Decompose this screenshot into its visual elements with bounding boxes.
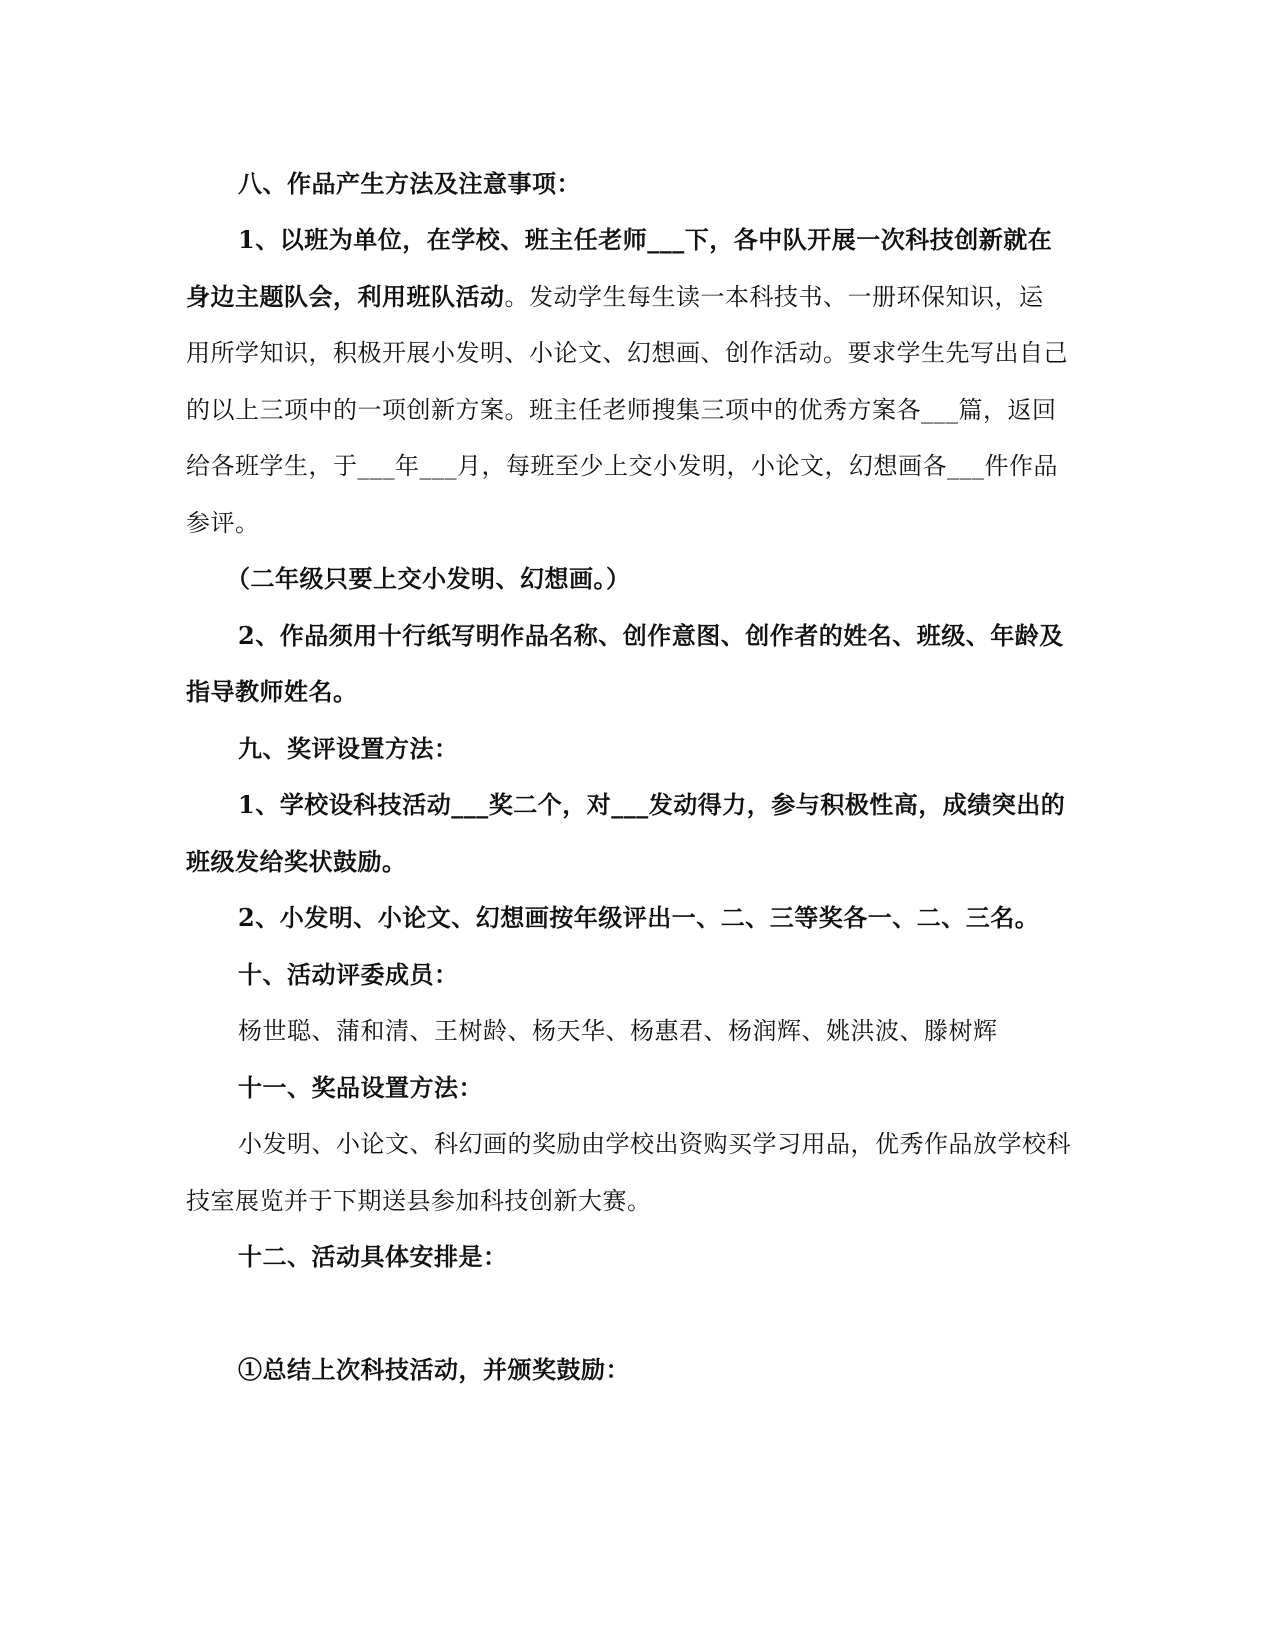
section8-item1-line2-normal: 。发动学生每生读一本科技书、一册环保知识，运 [504,283,1044,311]
section8-item1-line5: 给各班学生，于___年___月，每班至少上交小发明，小论文，幻想画各___件作品 [186,452,1058,480]
section9-item2: 2、小发明、小论文、幻想画按年级评出一、二、三等奖各一、二、三名。 [238,903,1040,932]
section9-heading: 九、奖评设置方法： [238,734,459,763]
section8-heading: 八、作品产生方法及注意事项： [238,169,581,198]
section10-heading: 十、活动评委成员： [238,960,459,989]
section12-heading: 十二、活动具体安排是： [238,1242,508,1271]
section8-item2-line2: 指导教师姓名。 [186,677,358,706]
section8-item1-line2-bold: 身边主题队会，利用班队活动 [186,282,505,311]
section12-item1: ①总结上次科技活动，并颁奖鼓励： [238,1355,630,1384]
section11-line1: 小发明、小论文、科幻画的奖励由学校出资购买学习用品，优秀作品放学校科 [238,1130,1071,1158]
section11-line2: 技室展览并于下期送县参加科技创新大赛。 [186,1187,652,1215]
section8-item2-line1: 2、作品须用十行纸写明作品名称、创作意图、创作者的姓名、班级、年龄及 [238,621,1064,650]
section8-item1-line2 [186,281,1086,313]
section8-item1-line4: 的以上三项中的一项创新方案。班主任老师搜集三项中的优秀方案各___篇，返回 [186,396,1057,424]
section8-item1-line1: 1、以班为单位，在学校、班主任老师___下，各中队开展一次科技创新就在 [238,225,1053,254]
section9-item1-line1: 1、学校设科技活动___奖二个，对___发动得力，参与积极性高，成绩突出的 [238,790,1066,819]
section8-item1-line6: 参评。 [186,509,260,537]
section8-item1-line3: 用所学知识，积极开展小发明、小论文、幻想画、创作活动。要求学生先写出自己 [186,339,1068,367]
section9-item1-line2: 班级发给奖状鼓励。 [186,847,407,876]
section11-heading: 十一、奖品设置方法： [238,1073,483,1102]
section10-members: 杨世聪、蒲和清、王树龄、杨天华、杨惠君、杨润辉、姚洪波、滕树辉 [238,1017,998,1045]
section8-note: （二年级只要上交小发明、幻想画。） [226,564,631,593]
